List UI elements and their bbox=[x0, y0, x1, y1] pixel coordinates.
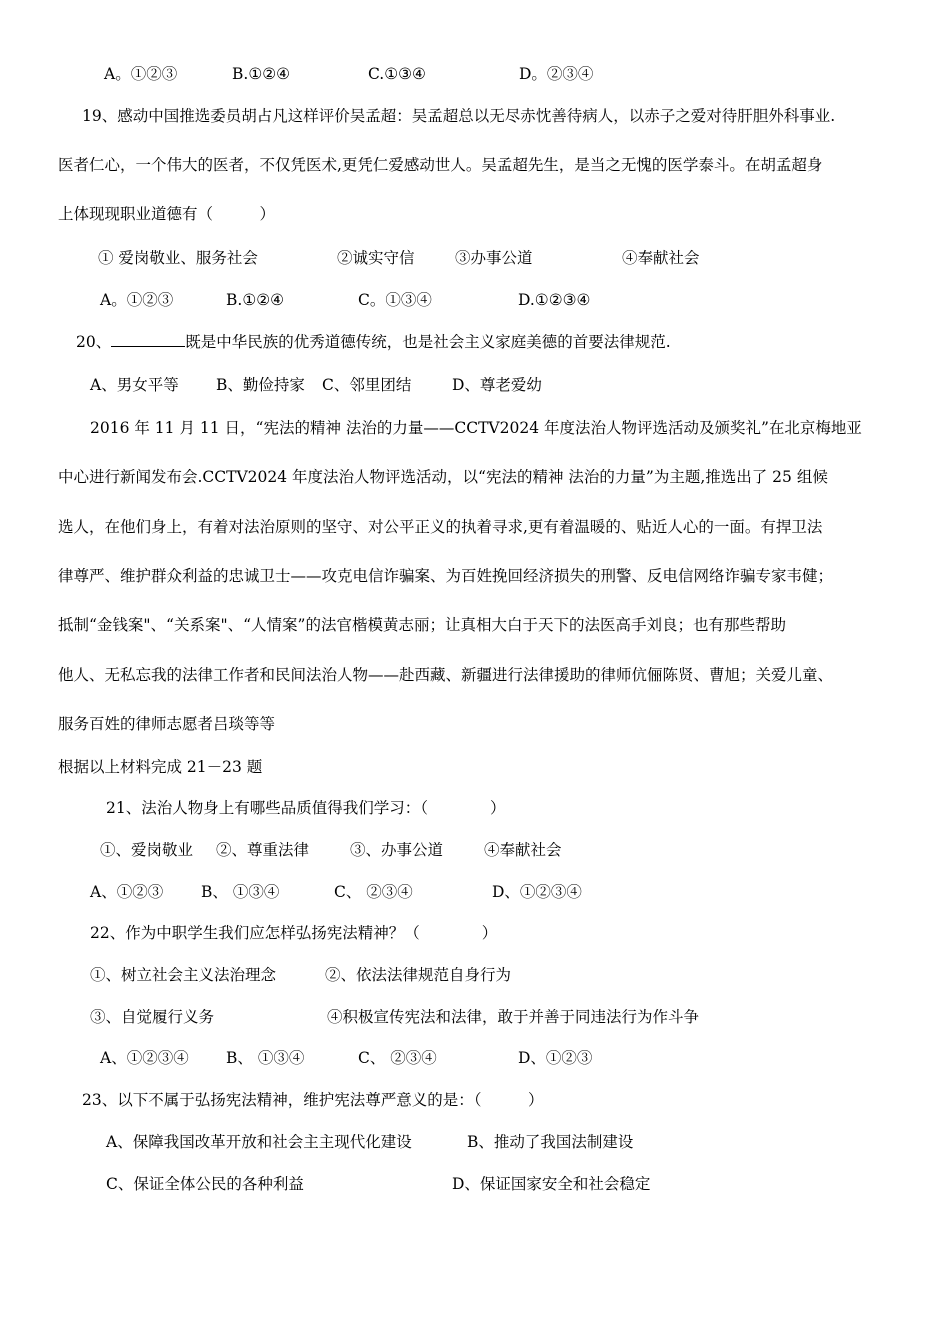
q23-option-c: C、保证全体公民的各种利益 bbox=[106, 1175, 304, 1193]
q20-option-c: C、邻里团结 bbox=[322, 376, 412, 394]
q19-stem-line2: 医者仁心，一个伟大的医者，不仅凭医术,更凭仁爱感动世人。吴孟超先生，是当之无愧的医学泰斗。在胡孟超身 bbox=[58, 156, 823, 174]
q19-item-4: ④奉献社会 bbox=[622, 249, 700, 267]
q21-stem: 21、法治人物身上有哪些品质值得我们学习：（ ） bbox=[106, 799, 506, 817]
q21-item-1: ①、爱岗敬业 bbox=[100, 841, 194, 859]
q22-option-a: A、①②③④ bbox=[100, 1049, 189, 1067]
q21-item-2: ②、尊重法律 bbox=[216, 841, 310, 859]
q19-option-b: B.①②④ bbox=[226, 291, 285, 309]
q19-item-3: ③办事公道 bbox=[455, 249, 533, 267]
q21-item-4: ④奉献社会 bbox=[484, 841, 562, 859]
material-line-1: 2016 年 11 月 11 日，“宪法的精神 法治的力量——CCTV2024 年度法治人物评选活动及颁奖礼”在北京梅地亚 bbox=[90, 419, 862, 437]
q20-option-a: A、男女平等 bbox=[90, 376, 179, 394]
q21-option-c: C、 ②③④ bbox=[334, 883, 413, 901]
q23-option-b: B、推动了我国法制建设 bbox=[467, 1133, 634, 1151]
q22-stem: 22、作为中职学生我们应怎样弘扬宪法精神？（ ） bbox=[90, 924, 498, 942]
q22-item-4: ④积极宣传宪法和法律，敢于并善于同违法行为作斗争 bbox=[327, 1008, 700, 1026]
q19-item-1: ① 爱岗敬业、服务社会 bbox=[98, 249, 258, 267]
q22-item-2: ②、依法法律规范自身行为 bbox=[325, 966, 512, 984]
q23-stem: 23、以下不属于弘扬宪法精神，维护宪法尊严意义的是：（ ） bbox=[82, 1091, 544, 1109]
q21-option-a: A、①②③ bbox=[90, 883, 164, 901]
q19-option-a: A。①②③ bbox=[100, 291, 174, 309]
q21-option-b: B、 ①③④ bbox=[201, 883, 280, 901]
q19-option-d: D.①②③④ bbox=[518, 291, 591, 309]
q19-stem-line1: 19、感动中国推选委员胡占凡这样评价吴孟超：吴孟超总以无尽赤忱善待病人，以赤子之爱对待肝胆外科事业. bbox=[82, 107, 836, 125]
q21-item-3: ③、办事公道 bbox=[350, 841, 444, 859]
q20-number: 20、 bbox=[76, 333, 112, 351]
material-line-3: 选人，在他们身上，有着对法治原则的坚守、对公平正义的执着寻求,更有着温暖的、贴近人心的一面。有捍卫法 bbox=[58, 518, 823, 536]
q22-item-3: ③、自觉履行义务 bbox=[90, 1008, 215, 1026]
material-line-7: 服务百姓的律师志愿者吕琰等等 bbox=[58, 715, 276, 733]
q18-option-d: D。②③④ bbox=[519, 65, 594, 83]
q23-option-d: D、保证国家安全和社会稳定 bbox=[452, 1175, 651, 1193]
q23-option-a: A、保障我国改革开放和社会主主现代化建设 bbox=[106, 1133, 412, 1151]
q22-item-1: ①、树立社会主义法治理念 bbox=[90, 966, 277, 984]
q19-item-2: ②诚实守信 bbox=[337, 249, 415, 267]
material-note: 根据以上材料完成 21－23 题 bbox=[58, 758, 263, 776]
q18-option-b: B.①②④ bbox=[232, 65, 291, 83]
q20-stem bbox=[76, 332, 671, 352]
q21-option-d: D、①②③④ bbox=[492, 883, 582, 901]
material-line-5: 抵制“金钱案"、“关系案"、“人情案”的法官楷模黄志丽；让真相大白于天下的法医高手刘良；也有那些帮助 bbox=[58, 616, 786, 634]
q22-option-d: D、①②③ bbox=[518, 1049, 593, 1067]
q20-stem-text: 既是中华民族的优秀道德传统，也是社会主义家庭美德的首要法律规范. bbox=[185, 333, 671, 351]
material-line-4: 律尊严、维护群众利益的忠诚卫士——攻克电信诈骗案、为百姓挽回经济损失的刑警、反电信网络诈骗专家韦健； bbox=[58, 567, 834, 585]
q18-option-c: C.①③④ bbox=[368, 65, 426, 83]
q20-option-d: D、尊老爱幼 bbox=[452, 376, 542, 394]
q19-option-c: C。①③④ bbox=[358, 291, 432, 309]
q19-stem-line3: 上体现现职业道德有（ ） bbox=[58, 205, 276, 223]
material-line-2: 中心进行新闻发布会.CCTV2024 年度法治人物评选活动，以“宪法的精神 法治的力量”为主题,推选出了 25 组候 bbox=[58, 468, 828, 486]
q22-option-b: B、 ①③④ bbox=[226, 1049, 305, 1067]
q20-option-b: B、勤俭持家 bbox=[216, 376, 305, 394]
q20-blank bbox=[111, 332, 185, 347]
q22-option-c: C、 ②③④ bbox=[358, 1049, 437, 1067]
material-line-6: 他人、无私忘我的法律工作者和民间法治人物——赴西藏、新疆进行法律援助的律师伉俪陈贤、曹旭；关爱儿童、 bbox=[58, 666, 834, 684]
q18-option-a: A。①②③ bbox=[104, 65, 178, 83]
